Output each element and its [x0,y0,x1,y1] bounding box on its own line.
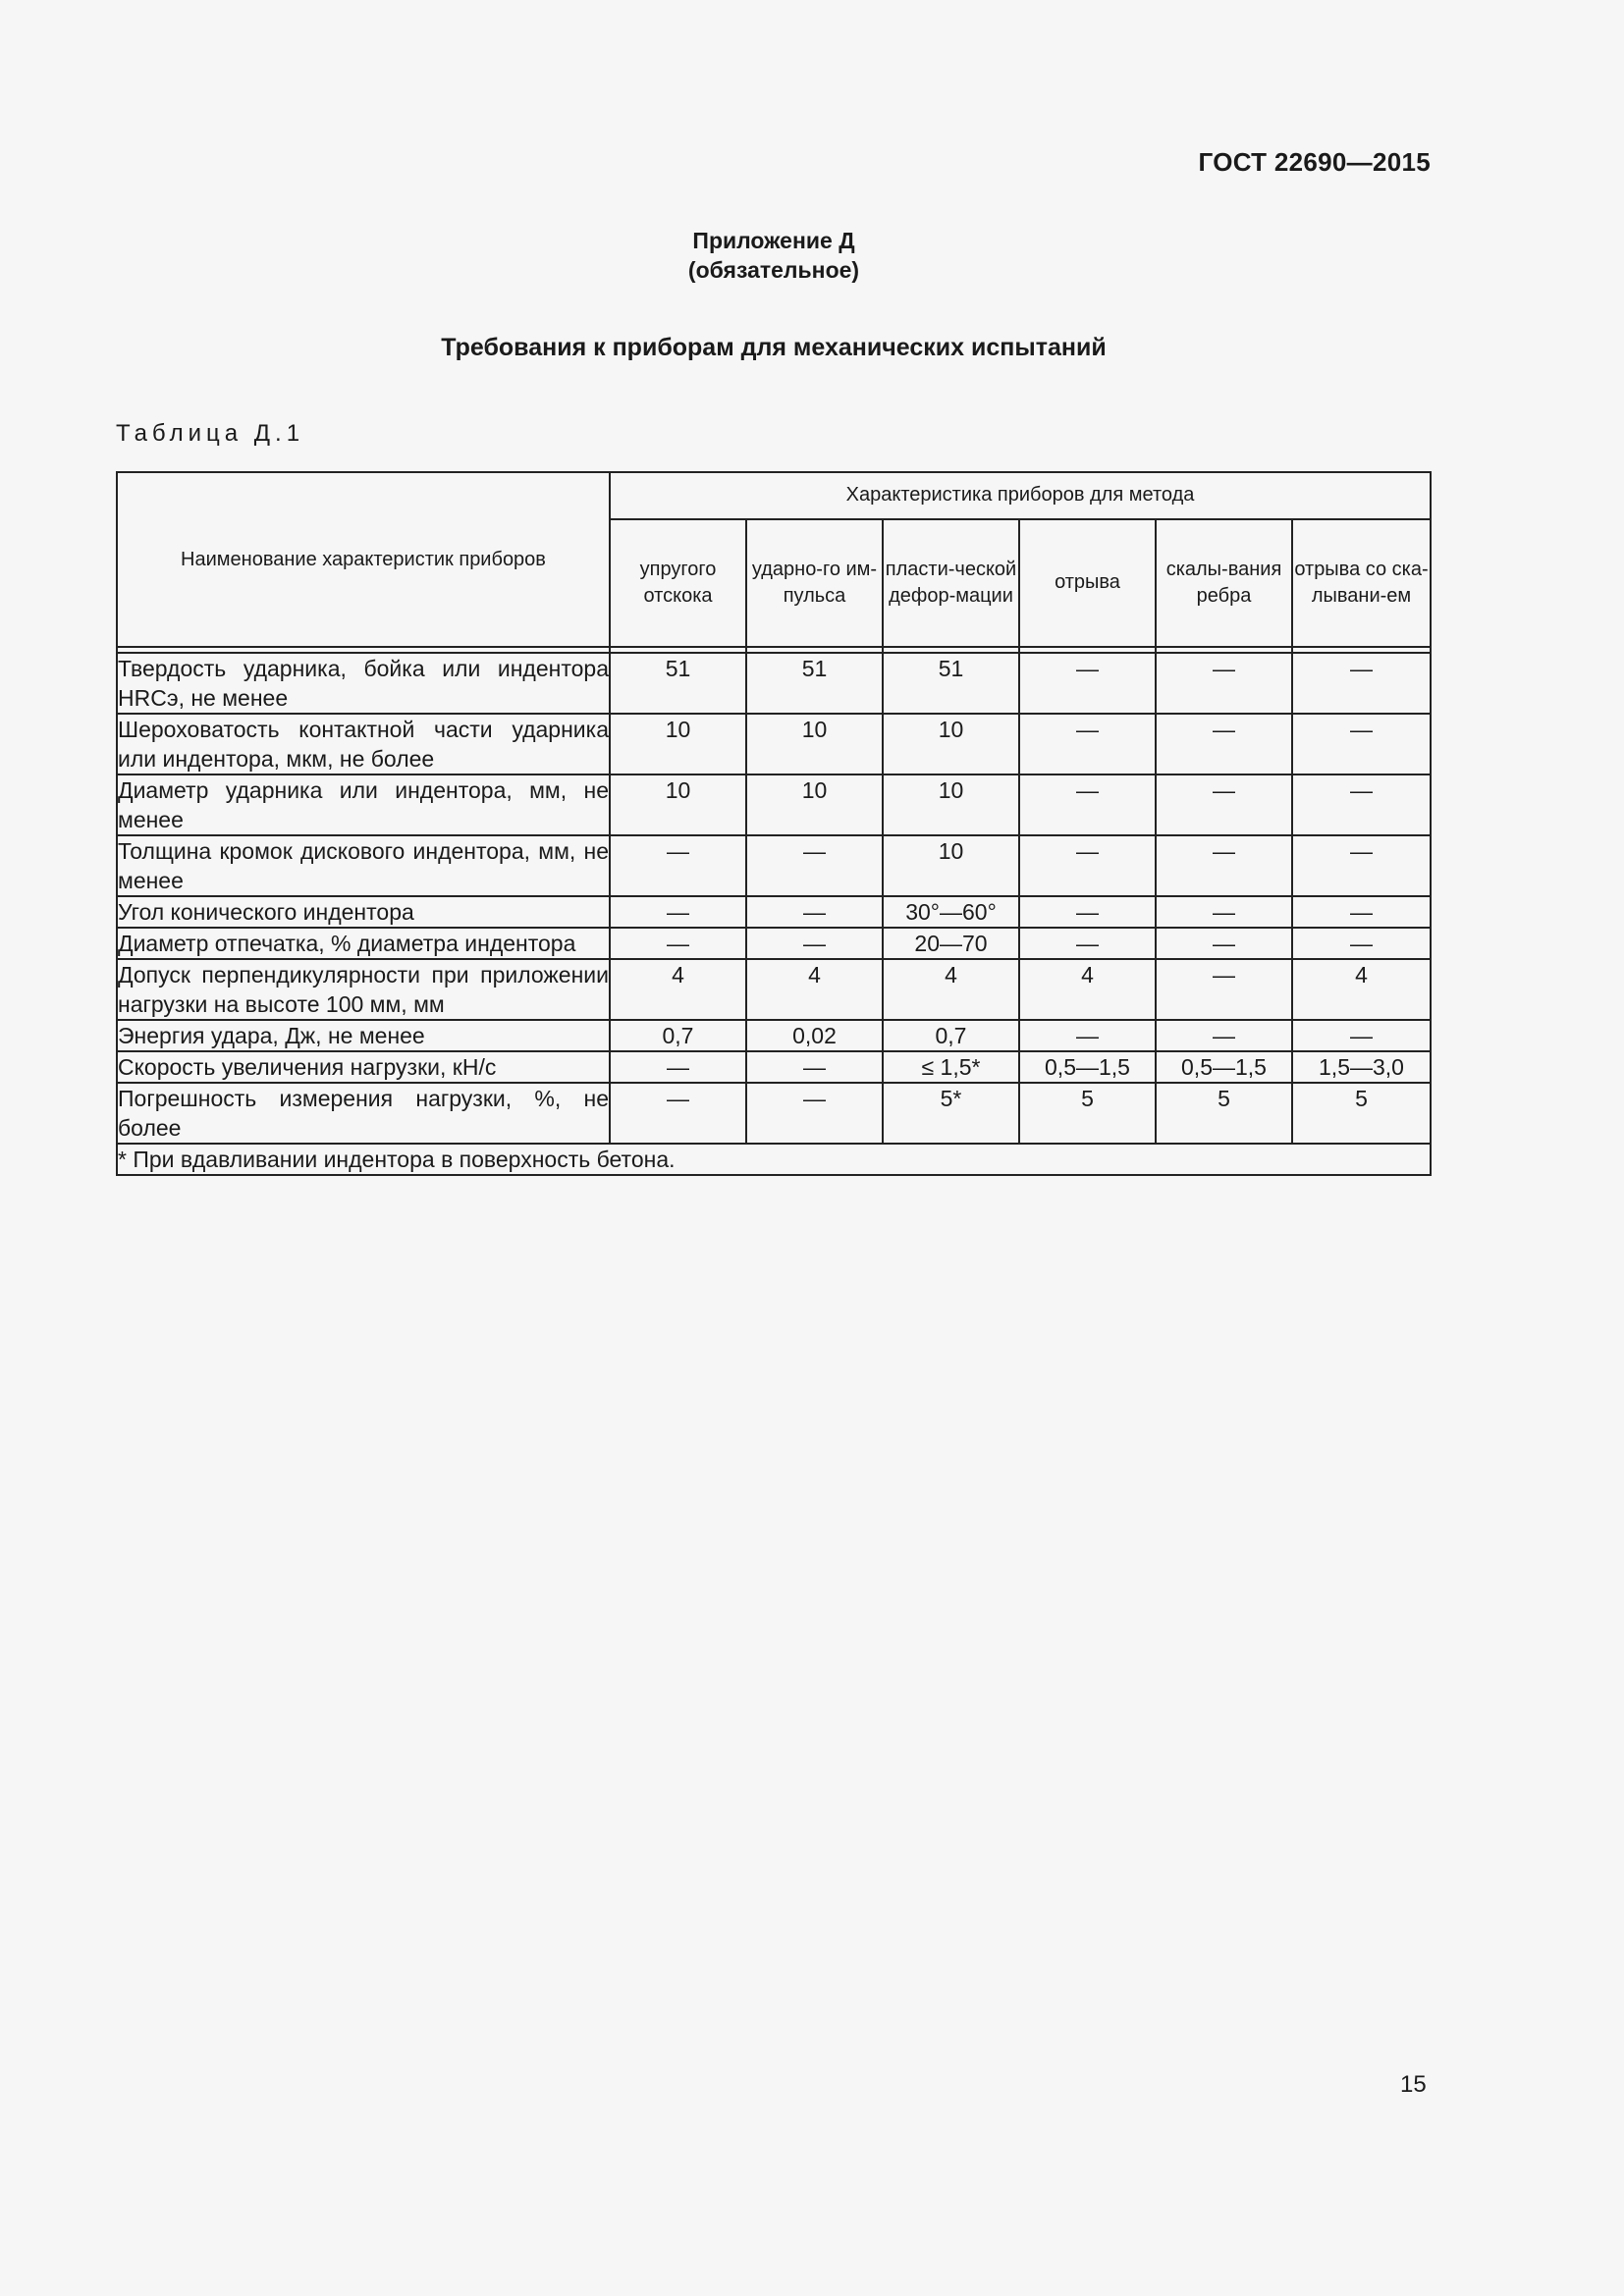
table-row [117,928,1431,959]
row-value: — [746,896,883,928]
row-value: ≤ 1,5* [883,1051,1019,1083]
row-value: — [1019,714,1156,774]
row-value: 10 [610,774,746,835]
row-value: — [1292,714,1431,774]
row-value: 20—70 [883,928,1019,959]
row-name: Твердость ударника, бойка или индентора HRCэ, не менее [117,653,610,714]
row-value: 4 [610,959,746,1020]
method-header: упругого отскока [610,519,746,647]
row-value: 5 [1156,1083,1292,1144]
row-value: 0,5—1,5 [1019,1051,1156,1083]
row-value: — [746,1083,883,1144]
row-value: 4 [1292,959,1431,1020]
row-value: 5 [1292,1083,1431,1144]
table-row [117,959,1431,1020]
row-value: — [610,896,746,928]
row-value: — [1019,835,1156,896]
row-name: Шероховатость контактной части ударника или индентора, мкм, не более [117,714,610,774]
row-value: — [1156,1020,1292,1051]
row-name: Скорость увеличения нагрузки, кН/с [117,1051,610,1083]
row-value: — [1156,653,1292,714]
table-row [117,653,1431,714]
page-number: 15 [1400,2071,1427,2098]
method-header: отрыва со ска-лывани-ем [1292,519,1431,647]
row-value: 30°—60° [883,896,1019,928]
row-value: — [746,1051,883,1083]
row-value: 5 [1019,1083,1156,1144]
row-value: 4 [1019,959,1156,1020]
row-value: 0,02 [746,1020,883,1051]
row-name: Диаметр отпечатка, % диаметра индентора [117,928,610,959]
row-value: 5* [883,1083,1019,1144]
row-name: Энергия удара, Дж, не менее [117,1020,610,1051]
row-value: — [1292,835,1431,896]
row-value: — [1019,1020,1156,1051]
row-name: Диаметр ударника или индентора, мм, не менее [117,774,610,835]
table-header [117,472,1431,653]
row-name: Угол конического индентора [117,896,610,928]
row-value: — [610,1051,746,1083]
method-header: отрыва [1019,519,1156,647]
standard-code: ГОСТ 22690—2015 [1198,147,1431,177]
row-value: 51 [610,653,746,714]
table-caption: Таблица Д.1 [116,420,305,447]
row-value: — [1292,653,1431,714]
row-value: — [1156,928,1292,959]
row-value: — [610,928,746,959]
row-value: — [1019,896,1156,928]
row-value: 0,5—1,5 [1156,1051,1292,1083]
row-value: — [1156,896,1292,928]
requirements-table [116,471,1432,1176]
appendix-heading [0,226,1547,285]
row-value: 0,7 [610,1020,746,1051]
row-value: — [1156,714,1292,774]
row-value: — [1292,896,1431,928]
row-value: — [1019,928,1156,959]
table-footnote: * При вдавливании индентора в поверхность бетона. [117,1144,1431,1175]
row-name: Допуск перпендикулярности при приложении нагрузки на высоте 100 мм, мм [117,959,610,1020]
row-value: — [1292,1020,1431,1051]
row-name: Толщина кромок дискового индентора, мм, не менее [117,835,610,896]
table-row [117,1083,1431,1144]
row-value: — [1156,835,1292,896]
row-name: Погрешность измерения нагрузки, %, не более [117,1083,610,1144]
table-row [117,896,1431,928]
method-header: ударно-го им-пульса [746,519,883,647]
row-value: — [1019,774,1156,835]
row-value: — [1292,774,1431,835]
row-value: — [1156,774,1292,835]
row-value: — [746,835,883,896]
table-row [117,714,1431,774]
appendix-status: (обязательное) [687,257,860,283]
table-row [117,1020,1431,1051]
row-value: 1,5—3,0 [1292,1051,1431,1083]
row-value: — [1019,653,1156,714]
row-value: 10 [746,714,883,774]
method-header: пласти-ческой дефор-мации [883,519,1019,647]
row-value: — [1292,928,1431,959]
method-header: скалы-вания ребра [1156,519,1292,647]
row-value: — [746,928,883,959]
row-value: 51 [746,653,883,714]
row-value: — [610,835,746,896]
appendix-title: Приложение Д [692,228,855,253]
table-row [117,1051,1431,1083]
row-value: — [610,1083,746,1144]
table-row [117,835,1431,896]
method-group-header: Характеристика приборов для метода [610,472,1431,519]
section-title: Требования к приборам для механических испытаний [441,334,1107,361]
row-value: — [1156,959,1292,1020]
row-value: 10 [610,714,746,774]
row-value: 10 [883,774,1019,835]
row-value: 4 [746,959,883,1020]
row-value: 4 [883,959,1019,1020]
table-row [117,774,1431,835]
row-value: 0,7 [883,1020,1019,1051]
row-value: 10 [883,835,1019,896]
name-column-header: Наименование характеристик приборов [117,472,610,647]
row-value: 51 [883,653,1019,714]
row-value: 10 [883,714,1019,774]
row-value: 10 [746,774,883,835]
table-body [117,653,1431,1144]
